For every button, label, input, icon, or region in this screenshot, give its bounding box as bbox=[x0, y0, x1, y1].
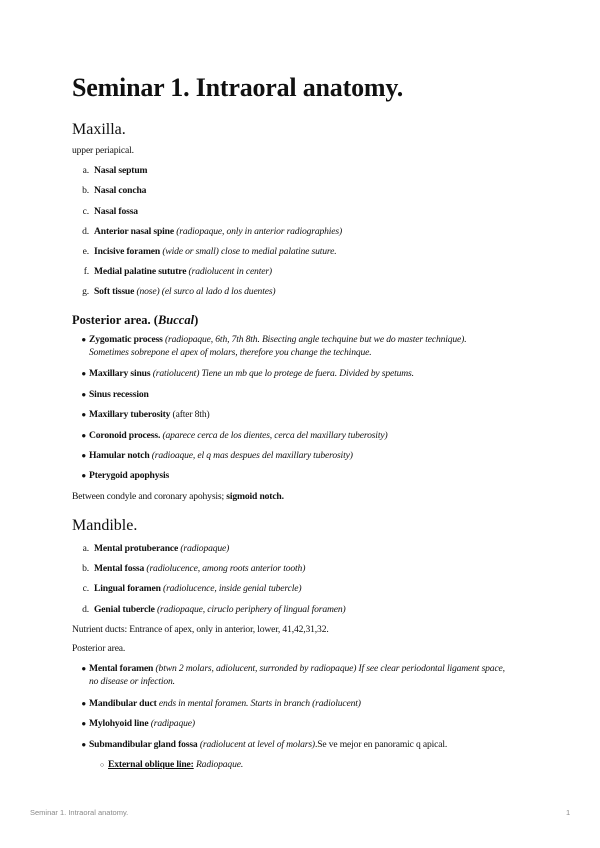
maxilla-intro: upper periapical. bbox=[72, 145, 134, 156]
list-item: b. Nasal concha bbox=[82, 185, 147, 196]
list-item: f. Medial palatine sututre (radiolucent in center) bbox=[83, 266, 272, 277]
bullet-icon: ● bbox=[81, 390, 86, 399]
list-item: g. Soft tissue (nose) (el surco al lado d los duentes) bbox=[82, 286, 276, 297]
list-item: e. Incisive foramen (wide or small) close to medial palatine suture. bbox=[82, 246, 337, 257]
mandible-heading: Mandible. bbox=[72, 517, 138, 534]
list-item: d. Anterior nasal spine (radiopaque, only in anterior radiographies) bbox=[82, 226, 343, 237]
list-item: ● Submandibular gland fossa (radiolucent at level of molars).Se ve mejor en panoramic q apical. bbox=[72, 738, 447, 751]
list-item: c. Nasal fossa bbox=[82, 206, 138, 217]
list-item: ● Mental foramen (btwn 2 molars, adiolucent, surronded by radiopaque) If see clear periodontal ligament space, no disease or infection. bbox=[72, 662, 505, 688]
bullet-icon: ● bbox=[81, 369, 86, 378]
bullet-icon: ● bbox=[81, 431, 86, 440]
sigmoid-note: Between condyle and coronary apohysis; sigmoid notch. bbox=[72, 491, 284, 502]
bullet-icon: ● bbox=[81, 699, 86, 708]
circle-bullet-icon: ○ bbox=[99, 761, 104, 769]
page-title: Seminar 1. Intraoral anatomy. bbox=[72, 73, 403, 102]
list-item: a. Nasal septum bbox=[82, 165, 148, 176]
list-item: ● Maxillary tuberosity (after 8th) bbox=[72, 408, 210, 421]
nutrient-ducts-note: Nutrient ducts: Entrance of apex, only in anterior, lower, 41,42,31,32. bbox=[72, 624, 329, 635]
bullet-icon: ● bbox=[81, 740, 86, 749]
bullet-icon: ● bbox=[81, 664, 86, 673]
posterior-heading: Posterior area. (Buccal) bbox=[72, 313, 199, 327]
sub-list-item: ○ External oblique line: Radiopaque. bbox=[72, 758, 243, 772]
list-item: ● Maxillary sinus (ratiolucent) Tiene un mb que lo protege de fuera. Divided by spetums. bbox=[72, 367, 414, 380]
posterior-area-label: Posterior area. bbox=[72, 643, 126, 654]
maxilla-heading: Maxilla. bbox=[72, 121, 126, 138]
list-item: ● Pterygoid apophysis bbox=[72, 469, 169, 482]
list-item: ● Coronoid process. (aparece cerca de los dientes, cerca del maxillary tuberosity) bbox=[72, 429, 388, 442]
bullet-icon: ● bbox=[81, 471, 86, 480]
list-item: a. Mental protuberance (radiopaque) bbox=[82, 543, 230, 554]
bullet-icon: ● bbox=[81, 335, 86, 344]
list-item: ● Mandibular duct ends in mental foramen. Starts in branch (radiolucent) bbox=[72, 697, 361, 710]
list-item: ● Mylohyoid line (radipaque) bbox=[72, 717, 195, 730]
list-item: d. Genial tubercle (radiopaque, ciruclo periphery of lingual foramen) bbox=[82, 604, 346, 615]
list-item: b. Mental fossa (radiolucence, among roots anterior tooth) bbox=[82, 563, 306, 574]
bullet-icon: ● bbox=[81, 719, 86, 728]
bullet-icon: ● bbox=[81, 410, 86, 419]
list-item: c. Lingual foramen (radiolucence, inside genial tubercle) bbox=[82, 583, 302, 594]
footer-title: Seminar 1. Intraoral anatomy. bbox=[30, 808, 129, 817]
list-item: ● Zygomatic process (radiopaque, 6th, 7th 8th. Bisecting angle techquine but we do master technique). Sometimes sobrepone el apex of molars, therefore you change the techinque. bbox=[72, 333, 466, 359]
bullet-icon: ● bbox=[81, 451, 86, 460]
list-item: ● Sinus recession bbox=[72, 388, 149, 401]
page-number: 1 bbox=[566, 808, 571, 817]
list-item: ● Hamular notch (radioaque, el q mas despues del maxillary tuberosity) bbox=[72, 449, 353, 462]
